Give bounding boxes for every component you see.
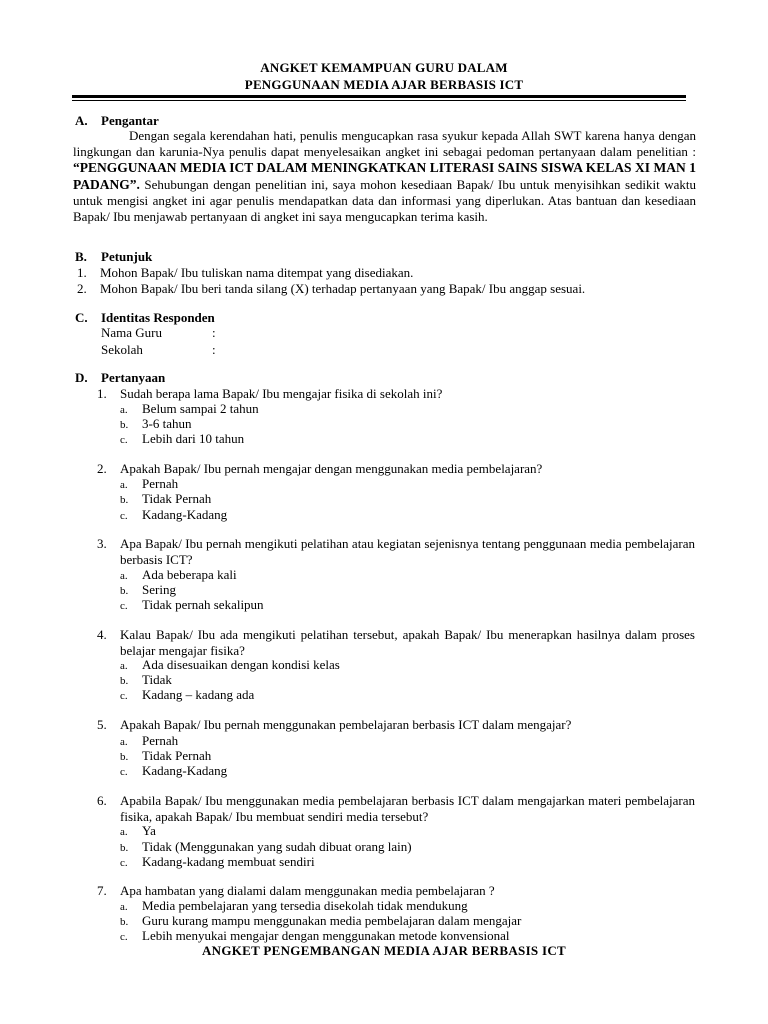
option-5a[interactable]: a. Pernah: [120, 733, 179, 748]
option-5b[interactable]: b. Tidak Pernah: [120, 748, 212, 763]
option-1c[interactable]: c. Lebih dari 10 tahun: [120, 431, 245, 446]
intro-paragraph: [73, 128, 696, 225]
option-1b[interactable]: b. 3-6 tahun: [120, 416, 192, 431]
option-7c[interactable]: c. Lebih menyukai mengajar dengan menggunakan metode konvensional: [120, 928, 510, 943]
field-nama-guru[interactable]: Nama Guru :: [101, 325, 216, 340]
option-4c[interactable]: c. Kadang – kadang ada: [120, 687, 255, 702]
question-6: 6. Apabila Bapak/ Ibu menggunakan media pembelajaran berbasis ICT dalam mengajarkan materi pembelajaran fisika, apakah Bapak/ Ibu membuat sendiri media tersebut?: [97, 793, 695, 824]
question-2: 2. Apakah Bapak/ Ibu pernah mengajar dengan menggunakan media pembelajaran?: [97, 461, 543, 476]
option-3c[interactable]: c. Tidak pernah sekalipun: [120, 597, 264, 612]
option-6c[interactable]: c. Kadang-kadang membuat sendiri: [120, 854, 315, 869]
question-3: 3. Apa Bapak/ Ibu pernah mengikuti pelatihan atau kegiatan sejenisnya tentang penggunaan media pembelajaran berbasis ICT?: [97, 536, 695, 567]
option-2c[interactable]: c. Kadang-Kadang: [120, 507, 228, 522]
section-letter: C.: [75, 310, 88, 325]
question-1: 1. Sudah berapa lama Bapak/ Ibu mengajar fisika di sekolah ini?: [97, 386, 443, 401]
question-4: 4. Kalau Bapak/ Ibu ada mengikuti pelatihan tersebut, apakah Bapak/ Ibu menerapkan hasilnya dalam proses belajar mengajar fisika?: [97, 627, 695, 658]
title-rule-thin: [72, 100, 686, 101]
instruction-item: 2. Mohon Bapak/ Ibu beri tanda silang (X) terhadap pertanyaan yang Bapak/ Ibu anggap sesuai.: [77, 281, 586, 296]
section-b-heading: [75, 249, 152, 265]
section-title: Identitas Responden: [101, 310, 215, 325]
section-letter: A.: [75, 113, 88, 128]
field-sekolah[interactable]: Sekolah :: [101, 342, 216, 357]
section-a-heading: [75, 113, 159, 129]
section-letter: B.: [75, 249, 87, 264]
option-3a[interactable]: a. Ada beberapa kali: [120, 567, 237, 582]
section-d-heading: [75, 370, 165, 386]
instruction-item: 1. Mohon Bapak/ Ibu tuliskan nama ditempat yang disediakan.: [77, 265, 414, 280]
option-7a[interactable]: a. Media pembelajaran yang tersedia disekolah tidak mendukung: [120, 898, 468, 913]
research-title: “PENGGUNAAN MEDIA ICT DALAM MENINGKATKAN LITERASI SAINS SISWA KELAS XI MAN 1 PADANG”.: [73, 160, 696, 192]
option-3b[interactable]: b. Sering: [120, 582, 176, 597]
option-6a[interactable]: a. Ya: [120, 823, 156, 838]
document-title-line1: ANGKET KEMAMPUAN GURU DALAM: [260, 60, 508, 75]
section-c-heading: [75, 310, 215, 326]
option-1a[interactable]: a. Belum sampai 2 tahun: [120, 401, 259, 416]
section-title: Petunjuk: [101, 249, 153, 264]
question-7: 7. Apa hambatan yang dialami dalam menggunakan media pembelajaran ?: [97, 883, 495, 898]
question-5: 5. Apakah Bapak/ Ibu pernah menggunakan pembelajaran berbasis ICT dalam mengajar?: [97, 717, 572, 732]
next-section-title: ANGKET PENGEMBANGAN MEDIA AJAR BERBASIS ICT: [201, 943, 567, 958]
option-2a[interactable]: a. Pernah: [120, 476, 179, 491]
document-title-line2: PENGGUNAAN MEDIA AJAR BERBASIS ICT: [244, 77, 524, 92]
option-5c[interactable]: c. Kadang-Kadang: [120, 763, 228, 778]
intro-text-before: Dengan segala kerendahan hati, penulis mengucapkan rasa syukur kepada Allah SWT karena hanya dengan lingkungan dan karunia-Nya penulis dapat menyelesaikan angket ini sebagai pedoman pertanyaan dalam penelitian :: [73, 128, 696, 160]
option-6b[interactable]: b. Tidak (Menggunakan yang sudah dibuat orang lain): [120, 839, 412, 854]
section-title: Pertanyaan: [101, 370, 166, 385]
option-2b[interactable]: b. Tidak Pernah: [120, 491, 212, 506]
section-title: Pengantar: [101, 113, 159, 128]
section-letter: D.: [75, 370, 88, 385]
intro-text-after: Sehubungan dengan penelitian ini, saya mohon kesediaan Bapak/ Ibu untuk menyisihkan sedikit waktu untuk mengisi angket ini agar penulis mendapatkan data dan informasi yang diperlukan. Atas bantuan dan kesediaan Bapak/ Ibu menjawab pertanyaan di angket ini saya mengucapkan terima kasih.: [73, 176, 696, 225]
option-4a[interactable]: a. Ada disesuaikan dengan kondisi kelas: [120, 657, 340, 672]
option-4b[interactable]: b. Tidak: [120, 672, 172, 687]
title-rule-thick: [72, 95, 686, 98]
option-7b[interactable]: b. Guru kurang mampu menggunakan media pembelajaran dalam mengajar: [120, 913, 522, 928]
